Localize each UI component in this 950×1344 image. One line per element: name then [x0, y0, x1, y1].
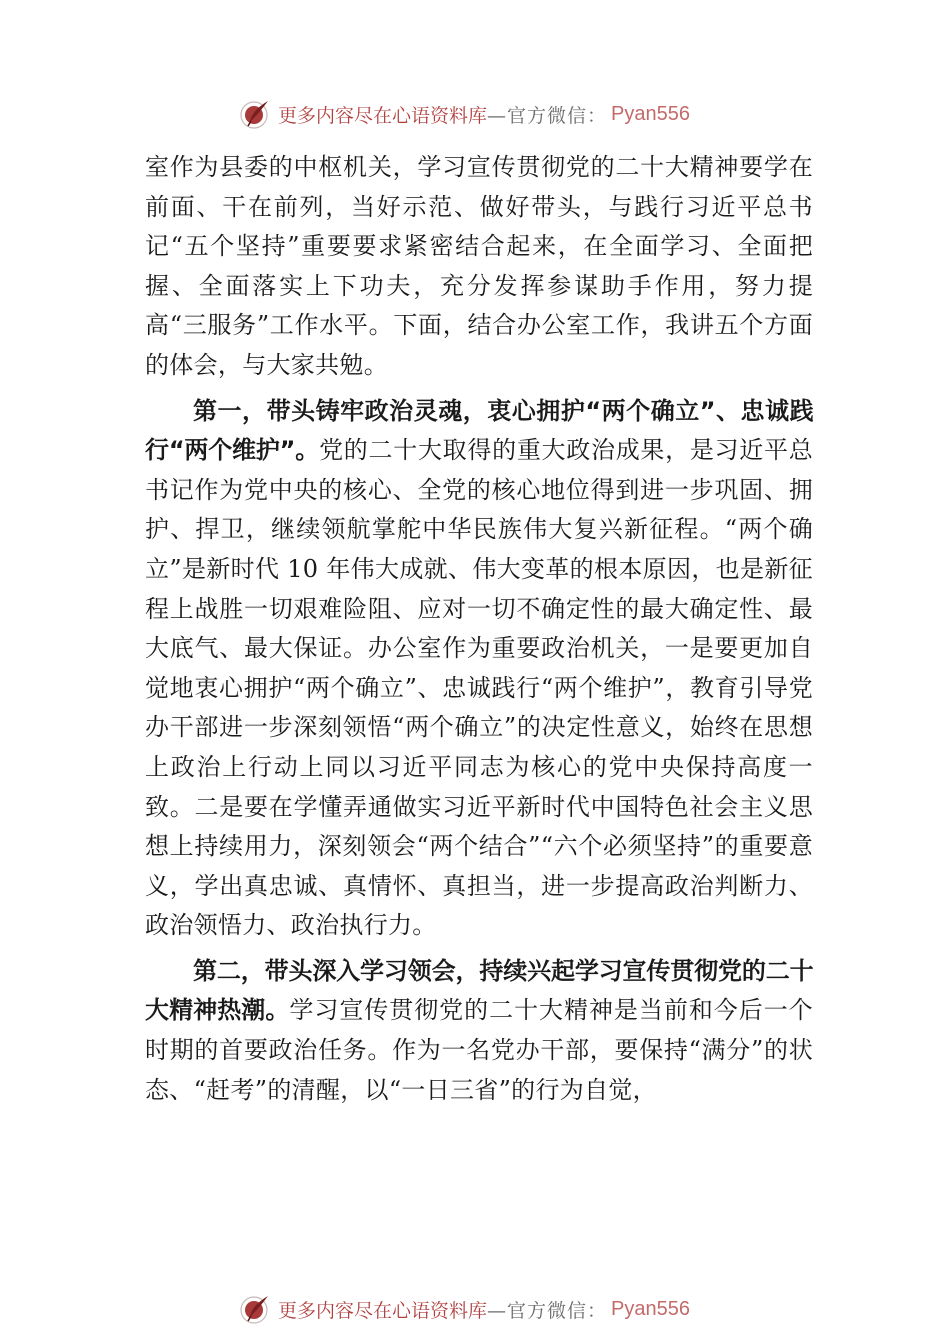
wechat-label: —官方微信：: [487, 1299, 608, 1322]
paragraph-3: [145, 952, 813, 1110]
wechat-id: Pyan556: [611, 1297, 690, 1320]
source-text: 更多内容尽在心语资料库: [278, 104, 488, 127]
header-banner: [238, 96, 690, 132]
quill-logo-icon: [238, 1292, 272, 1326]
wechat-label: —官方微信：: [487, 104, 608, 127]
source-text: 更多内容尽在心语资料库: [278, 1299, 488, 1322]
wechat-id: Pyan556: [611, 102, 690, 125]
paragraph-3-heading: 第二，带头深入学习领会，持续兴起学习宣传贯彻党的二十大精神热潮。: [145, 956, 813, 1025]
quill-logo-icon: [238, 97, 272, 131]
paragraph-2: [145, 392, 813, 946]
footer-banner: [238, 1291, 690, 1327]
paragraph-2-heading: 第一，带头铸牢政治灵魂，衷心拥护“两个确立”、忠诚践行“两个维护”。: [145, 396, 813, 465]
paragraph-1: 室作为县委的中枢机关，学习宣传贯彻党的二十大精神要学在前面、干在前列，当好示范、做好带头，与践行习近平总书记“五个坚持”重要要求紧密结合起来，在全面学习、全面把握、全面落实上下功夫，充分发挥参谋助手作用，努力提高“三服务”工作水平。下面，结合办公室工作，我讲五个方面的体会，与大家共勉。: [145, 153, 813, 379]
document-body: [145, 148, 813, 1110]
paragraph-3-text: 学习宣传贯彻党的二十大精神是当前和今后一个时期的首要政治任务。作为一名党办干部，要保持“满分”的状态、“赶考”的清醒，以“一日三省”的行为自觉，: [145, 996, 813, 1104]
paragraph-2-text: 党的二十大取得的重大政治成果，是习近平总书记作为党中央的核心、全党的核心地位得到进一步巩固、拥护、捍卫，继续领航掌舵中华民族伟大复兴新征程。“两个确立”是新时代 10 年伟大成就、伟大变革的根本原因，也是新征程上战胜一切艰难险阻、应对一切不确定性的最大确定性、最大底气、最大保证。办公室作为重要政治机关，一是要更加自觉地衷心拥护“两个确立”、忠诚践行“两个维护”，教育引导党办干部进一步深刻领悟“两个确立”的决定性意义，始终在思想上政治上行动上同以习近平同志为核心的党中央保持高度一致。二是要在学懂弄通做实习近平新时代中国特色社会主义思想上持续用力，深刻领会“两个结合”“六个必须坚持”的重要意义，学出真忠诚、真情怀、真担当，进一步提高政治判断力、政治领悟力、政治执行力。: [145, 436, 814, 940]
